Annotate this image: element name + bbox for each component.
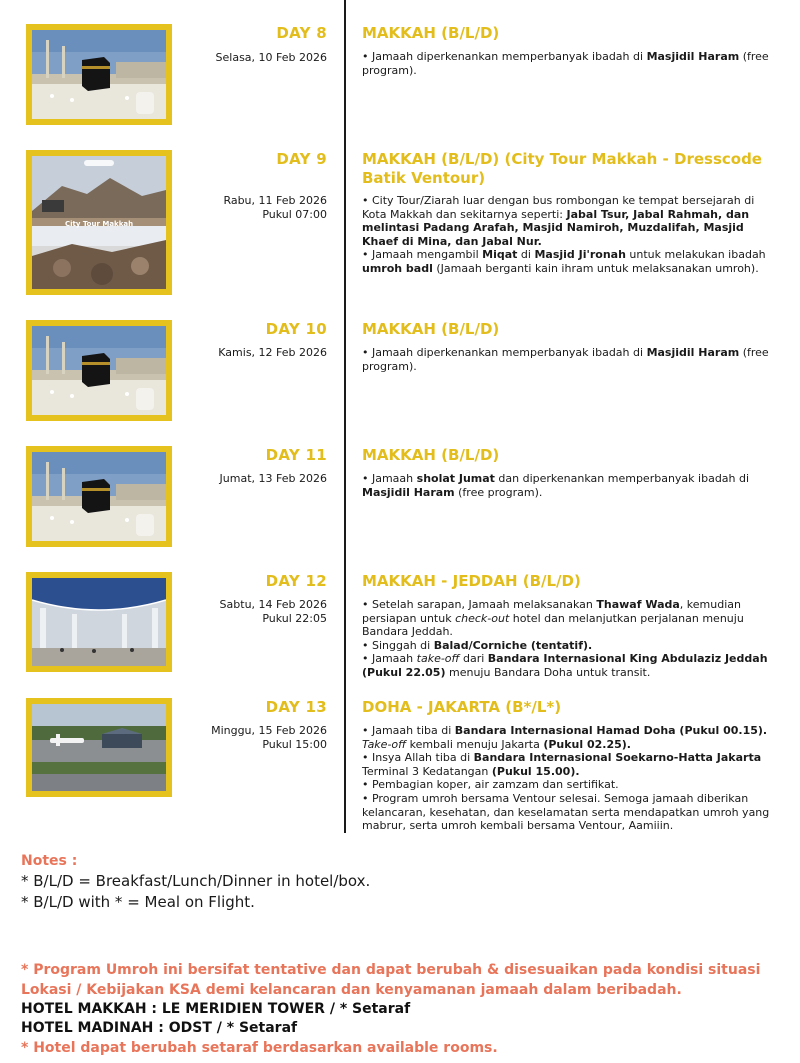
description-bullet	[362, 778, 774, 792]
day-description	[362, 194, 774, 276]
text: (free program).	[454, 485, 543, 499]
description-bullet	[362, 652, 774, 679]
image-caption: City Tour Makkah	[64, 220, 134, 228]
day-title: MAKKAH (B/L/D)	[362, 320, 500, 338]
text: dan diperkenankan memperbanyak ibadah di	[494, 472, 750, 485]
text: • Insya Allah tiba di	[362, 751, 474, 765]
notes-heading: Notes :	[21, 853, 78, 869]
day-date: Minggu, 15 Feb 2026	[211, 724, 327, 737]
text: • Pembagian koper, air zamzam dan sertifikat.	[362, 778, 619, 792]
text: hotel dan melanjutkan perjalanan menuju Bandara Jeddah.	[362, 611, 744, 639]
text: (free program).	[362, 50, 769, 77]
day-title: MAKKAH - JEDDAH (B/L/D)	[362, 572, 581, 590]
description-bullet	[362, 598, 774, 639]
bold-text: Balad/Corniche (tentatif).	[433, 638, 593, 652]
footer-section	[21, 960, 791, 1058]
description-bullet	[362, 792, 774, 833]
day-time: Pukul 07:00	[262, 208, 327, 221]
day-label: DAY 10	[265, 320, 327, 338]
text: • Jamaah mengambil	[362, 248, 483, 262]
day-date: Kamis, 12 Feb 2026	[218, 346, 327, 359]
text: (Jamaah berganti kain ihram untuk melaksanakan umroh).	[432, 261, 759, 275]
bold-text: Jabal Tsur, Jabal Rahmah, dan melintasi Padang Arafah, Masjid Namiroh, Muzdalifah, Masjid Khaef di Mina, dan Jabal Nur.	[362, 207, 750, 248]
day-title: DOHA - JAKARTA (B*/L*)	[362, 698, 562, 716]
italic-text: check-out	[455, 611, 510, 625]
text: • Setelah sarapan, Jamaah melaksanakan	[362, 598, 597, 611]
day-title: MAKKAH (B/L/D)	[362, 446, 500, 464]
day-time: Pukul 15:00	[262, 738, 327, 751]
bold-text: umroh badl	[362, 261, 433, 275]
notes-line: * B/L/D with * = Meal on Flight.	[21, 893, 255, 911]
description-bullet	[362, 724, 774, 751]
day-title: MAKKAH (B/L/D)	[362, 24, 500, 42]
text: • City Tour/Ziarah luar dengan bus rombongan ke tempat bersejarah di Kota Makkah dan sekitarnya seperti:	[362, 194, 755, 221]
bold-text: Miqat	[482, 248, 518, 262]
bold-text: (Pukul 02.25).	[543, 737, 631, 751]
text: • Program umroh bersama Ventour selesai. Semoga jamaah diberikan kelancaran, kesehatan, dan keselamatan serta mendapatkan umroh yang mabrur, serta umroh kembali bersama Ventour, Aamiiin.	[362, 791, 770, 833]
timeline-line	[344, 0, 346, 833]
kaaba-photo	[26, 320, 172, 421]
text: • Singgah di	[362, 638, 434, 652]
text: • Jamaah	[362, 652, 417, 666]
city-tour-photo	[26, 150, 172, 295]
text: menuju Bandara Doha untuk transit.	[445, 665, 651, 679]
kaaba-photo	[26, 446, 172, 547]
airport-terminal-photo	[26, 572, 172, 672]
day-description	[362, 50, 774, 77]
tentative-warning: * Program Umroh ini bersifat tentative dan dapat berubah & disesuaikan pada kondisi situasi Lokasi / Kebijakan KSA demi kelancaran dan kenyamanan jamaah dalam beribadah.	[21, 962, 761, 998]
description-bullet	[362, 472, 774, 499]
notes-line: * B/L/D = Breakfast/Lunch/Dinner in hotel/box.	[21, 872, 371, 890]
hotel-note: * Hotel dapat berubah setaraf berdasarkan available rooms.	[21, 1040, 498, 1056]
bold-text: sholat Jumat	[416, 472, 495, 485]
text: di	[517, 248, 535, 262]
text: Terminal 3 Kedatangan	[362, 764, 492, 778]
description-bullet	[362, 248, 774, 275]
day-title: MAKKAH (B/L/D) (City Tour Makkah - Dresscode Batik Ventour)	[362, 150, 762, 187]
bold-text: Masjid Ji'ronah	[534, 248, 626, 262]
notes-section	[21, 852, 781, 913]
text: • Jamaah	[362, 472, 417, 485]
day-description	[362, 346, 774, 373]
text: • Jamaah tiba di	[362, 724, 455, 737]
bold-text: Masjidil Haram	[646, 346, 740, 359]
day-label: DAY 11	[265, 446, 327, 464]
airport-apron-photo	[26, 698, 172, 797]
bold-text: Bandara Internasional Soekarno-Hatta Jakarta	[473, 751, 762, 765]
text: , kemudian persiapan untuk	[362, 598, 741, 625]
day-date: Sabtu, 14 Feb 2026	[219, 598, 327, 611]
day-description	[362, 724, 774, 833]
bold-text: Bandara Internasional King Abdulaziz Jeddah (Pukul 22.05)	[362, 652, 768, 679]
day-date: Rabu, 11 Feb 2026	[223, 194, 327, 207]
text: untuk melakukan ibadah	[625, 248, 766, 262]
bold-text: (Pukul 15.00).	[491, 764, 580, 778]
text: (free program).	[362, 346, 769, 373]
description-bullet	[362, 751, 774, 778]
text: dari	[459, 652, 488, 666]
italic-text: Take-off	[362, 737, 407, 751]
day-label: DAY 8	[276, 24, 327, 42]
day-date: Jumat, 13 Feb 2026	[219, 472, 327, 485]
day-date: Selasa, 10 Feb 2026	[215, 51, 327, 64]
bold-text: Masjidil Haram	[646, 50, 740, 63]
italic-text: take-off	[416, 652, 460, 666]
text: • Jamaah diperkenankan memperbanyak ibadah di	[362, 346, 647, 359]
day-description	[362, 472, 774, 499]
text: kembali menuju Jakarta	[406, 737, 544, 751]
bold-text: Masjidil Haram	[362, 485, 455, 499]
hotel-makkah: HOTEL MAKKAH : LE MERIDIEN TOWER / * Setaraf	[21, 1001, 411, 1017]
hotel-madinah: HOTEL MADINAH : ODST / * Setaraf	[21, 1020, 298, 1036]
day-label: DAY 12	[265, 572, 327, 590]
day-time: Pukul 22:05	[262, 612, 327, 625]
day-label: DAY 13	[265, 698, 327, 716]
description-bullet	[362, 639, 774, 653]
kaaba-photo	[26, 24, 172, 125]
description-bullet	[362, 50, 774, 77]
description-bullet	[362, 346, 774, 373]
bold-text: Bandara Internasional Hamad Doha (Pukul 00.15).	[454, 724, 768, 737]
day-label: DAY 9	[276, 150, 327, 168]
description-bullet	[362, 194, 774, 248]
day-description	[362, 598, 774, 680]
bold-text: Thawaf Wada	[596, 598, 680, 611]
text: • Jamaah diperkenankan memperbanyak ibadah di	[362, 50, 647, 63]
